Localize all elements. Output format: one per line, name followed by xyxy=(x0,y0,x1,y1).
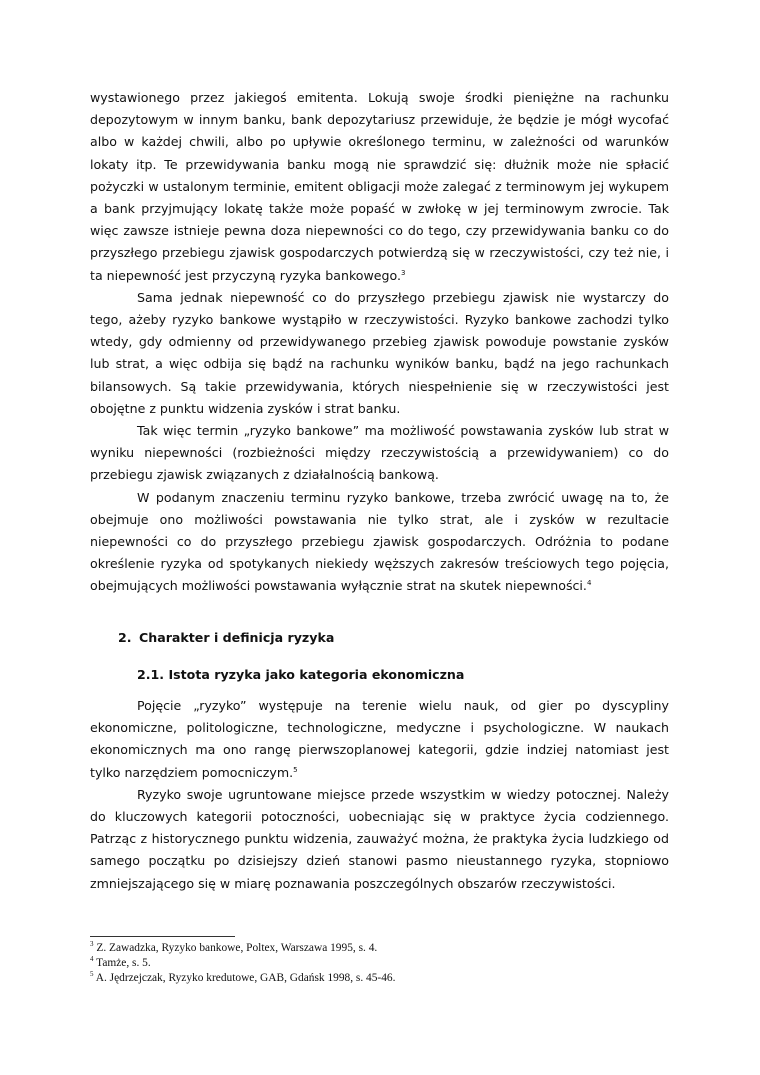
section-heading xyxy=(118,630,334,645)
paragraph: Tak więc termin „ryzyko bankowe” ma możliwość powstawania zysków lub strat w wyniku niepewności (rozbieżności między rzeczywistością a przewidywaniem) co do przebiegu zjawisk związanych z działalnością bankową. xyxy=(90,423,669,483)
paragraph: W podanym znaczeniu terminu ryzyko bankowe, trzeba zwrócić uwagę na to, że obejmuje ono możliwości powstawania nie tylko strat, ale i zysków w rezultacie niepewności co do przyszłego przebiegu zjawisk gospodarczych. Odróżnia to podane określenie ryzyka od spotykanych niekiedy węższych zakresów treściowych tego pojęcia, obejmujących możliwości powstawania wyłącznie strat na skutek niepewności.$^4$ xyxy=(90,489,669,594)
paragraph: Sama jednak niepewność co do przyszłego przebiegu zjawisk nie wystarczy do tego, ażeby ryzyko bankowe wystąpiło w rzeczywistości. Ryzyko bankowe zachodzi tylko wtedy, gdy odmienny od przewidywanego przebieg zjawisk powoduje powstanie zysków lub strat, a więc odbija się bądź na rachunku wyników banku, bądź na jego rachunkach bilansowych. Są takie przewidywania, których niespełnienie się w rzeczywistości jest obojętne z punktu widzenia zysków i strat banku. xyxy=(90,289,669,416)
footnote: $^3$ Z. Zawadzka, Ryzyko bankowe, Poltex, Warszawa 1995, s. 4. xyxy=(90,940,378,954)
subsection-heading: 2.1. Istota ryzyka jako kategoria ekonomiczna xyxy=(137,667,465,682)
section-number: 2. xyxy=(118,630,132,645)
text-block-upper xyxy=(90,87,669,598)
footnote: $^4$ Tamże, s. 5. xyxy=(90,955,151,969)
footnote-ref: 3 xyxy=(401,268,406,277)
footnotes xyxy=(90,941,395,986)
footnote-separator xyxy=(90,936,235,937)
footnote: $^5$ A. Jędrzejczak, Ryzyko kredutowe, GAB, Gdańsk 1998, s. 45-46. xyxy=(90,970,396,984)
paragraph: wystawionego przez jakiegoś emitenta. Lokują swoje środki pieniężne na rachunku depozytowym w innym banku, bank depozytariusz przewiduje, że będzie je mógł wycofać albo w każdej chwili, albo po upływie określonego terminu, w zależności od warunków lokaty itp. Te przewidywania banku mogą nie sprawdzić się: dłużnik może nie spłacić pożyczki w ustalonym terminie, emitent obligacji może zalegać z terminowym jej wykupem a bank przyjmujący lokatę także może popaść w zwłokę w jej terminowym zwrocie. Tak więc zawsze istnieje pewna doza niepewności co do tego, czy przewidywania banku co do przyszłego przebiegu zjawisk gospodarczych potwierdzą się w rzeczywistości, czy też nie, i ta niepewność jest przyczyną ryzyka bankowego.$^3$ xyxy=(90,90,669,283)
text-block-lower xyxy=(90,695,669,895)
footnote-ref: 5 xyxy=(293,765,298,774)
paragraph: Pojęcie „ryzyko” występuje na terenie wielu nauk, od gier po dyscypliny ekonomiczne, politologiczne, technologiczne, medyczne i psychologiczne. W naukach ekonomicznych ma ono rangę pierwszoplanowej kategorii, gdzie indziej natomiast jest tylko narzędziem pomocniczym.$^5$ xyxy=(90,698,669,780)
footnote-ref: 4 xyxy=(586,579,592,588)
section-title: Charakter i definicja ryzyka xyxy=(139,630,335,645)
paragraph: Ryzyko swoje ugruntowane miejsce przede wszystkim w wiedzy potocznej. Należy do kluczowych kategorii potoczności, uobecniając się w praktyce życia codziennego. Patrząc z historycznego punktu widzenia, zauważyć można, że praktyka życia ludzkiego od samego początku po dzisiejszy dzień stanowi pasmo nieustannego ryzyka, stopniowo zmniejszającego się w miarę poznawania poszczególnych obszarów rzeczywistości. xyxy=(90,786,669,891)
